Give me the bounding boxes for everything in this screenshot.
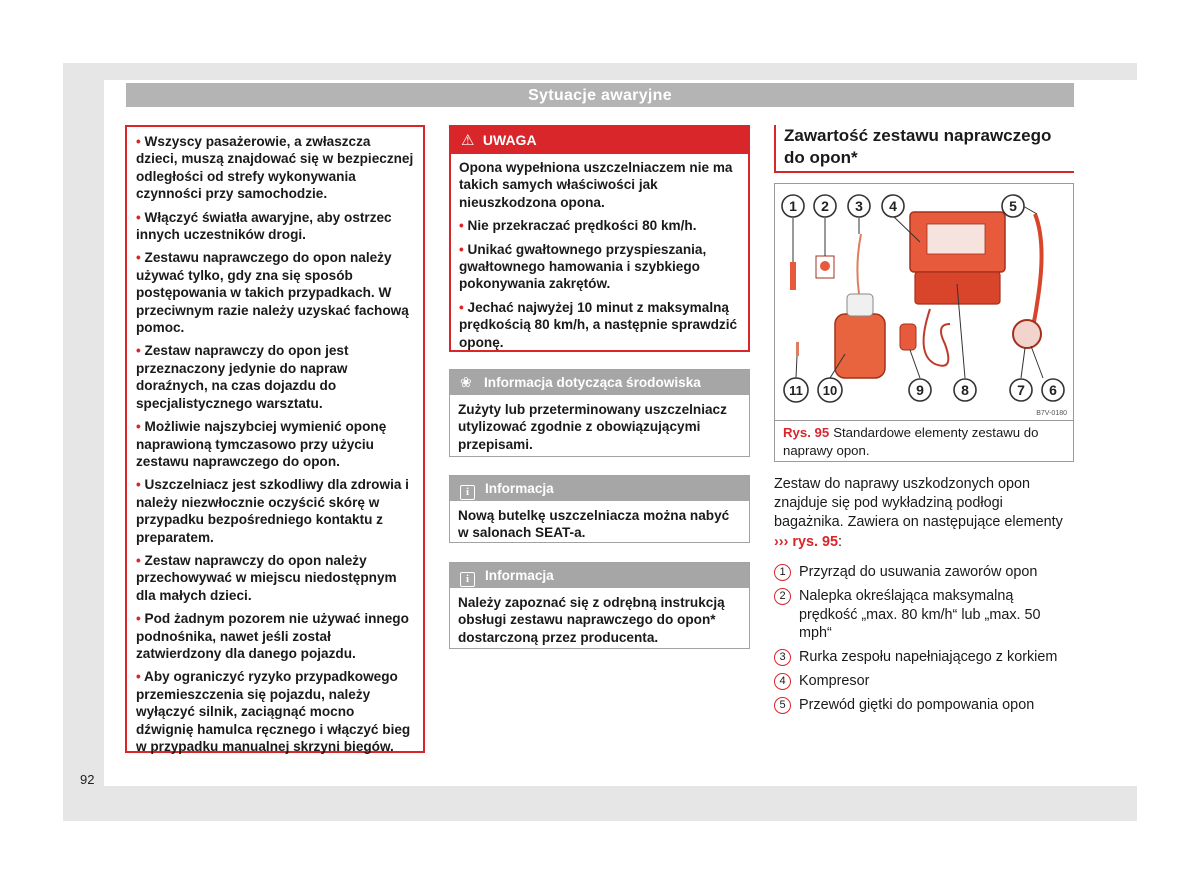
section-header: Sytuacje awaryjne <box>126 83 1074 107</box>
warning-item: • Uszczelniacz jest szkodliwy dla zdrowia i należy niezwłocznie oczyścić skórę w przypadku bezpośredniego kontaktu z preparatem. <box>136 477 409 545</box>
callout-5 <box>1002 195 1024 217</box>
sealant-bottle <box>835 314 885 378</box>
number-badge: 1 <box>774 564 791 581</box>
callout-3 <box>848 195 870 217</box>
uwaga-item: • Nie przekraczać prędkości 80 km/h. <box>459 218 697 234</box>
number-badge: 5 <box>774 697 791 714</box>
svg-text:2: 2 <box>821 198 829 214</box>
repair-kit-illustration <box>775 184 1073 420</box>
callout-2 <box>814 195 836 217</box>
parts-list <box>774 563 1074 720</box>
list-item: 2 Nalepka określająca maksymalną prędkość „max. 80 km/h“ lub „max. 50 mph“ <box>774 587 1074 643</box>
info-text: Nową butelkę uszczelniacza można nabyć w salonach SEAT-a. <box>458 508 730 541</box>
callout-6 <box>1042 379 1064 401</box>
environment-info-box <box>449 369 750 457</box>
warning-item: • Zestaw naprawczy do opon należy przechowywać w miejscu niedostępnym dla małych dzieci. <box>136 552 397 603</box>
callout-9 <box>909 379 931 401</box>
info-icon: i <box>460 572 475 587</box>
warning-item: • Pod żadnym pozorem nie używać innego podnośnika, nawet jeśli został zatwierdzony dla danego pojazdu. <box>136 611 409 661</box>
warning-item: • Możliwie najszybciej wymienić oponę naprawioną tymczasowo przy użyciu zestawu naprawczego do opon. <box>136 419 387 469</box>
figure-code: B7V-0180 <box>1036 410 1067 417</box>
callout-7 <box>1010 379 1032 401</box>
pressure-gauge <box>1013 320 1041 348</box>
bullet-icon: • <box>136 552 145 568</box>
svg-text:7: 7 <box>1017 382 1025 398</box>
warning-item: • Zestaw naprawczy do opon jest przeznaczony jedynie do napraw doraźnych, na czas dojazdu do specjalistycznego warsztatu. <box>136 343 349 411</box>
svg-text:9: 9 <box>916 382 924 398</box>
list-item: 3 Rurka zespołu napełniającego z korkiem <box>774 648 1074 667</box>
power-cable <box>924 309 950 366</box>
callout-8 <box>954 379 976 401</box>
bullet-icon: • <box>136 611 145 627</box>
svg-text:11: 11 <box>789 383 803 398</box>
page-number: 92 <box>80 772 95 787</box>
number-badge: 3 <box>774 649 791 666</box>
figure-caption <box>774 420 1074 462</box>
svg-text:5: 5 <box>1009 198 1017 214</box>
bullet-icon: • <box>459 299 468 315</box>
uwaga-header: ⚠ UWAGA <box>451 127 748 154</box>
figure-reference-link[interactable]: ››› rys. 95 <box>774 533 838 550</box>
callout-4 <box>882 195 904 217</box>
list-item: 5 Przewód giętki do pompowania opon <box>774 696 1074 715</box>
info-header: i Informacja <box>450 563 749 588</box>
bullet-icon: • <box>459 241 468 257</box>
flower-icon: ❀ <box>460 374 472 390</box>
warning-triangle-icon: ⚠ <box>461 132 475 149</box>
bullet-icon: • <box>136 343 145 359</box>
environment-info-text: Zużyty lub przeterminowany uszczelniacz utylizować zgodnie z obowiązującymi przepisami. <box>458 402 727 452</box>
bullet-icon: • <box>136 209 145 225</box>
bullet-icon: • <box>136 669 145 685</box>
svg-text:10: 10 <box>822 383 838 398</box>
warning-item: • Włączyć światła awaryjne, aby ostrzec innych uczestników drogi. <box>136 209 392 243</box>
uwaga-intro: Opona wypełniona uszczelniaczem nie ma takich samych właściwości jak nieuszkodzona opona. <box>459 160 733 210</box>
info-box-1 <box>449 475 750 543</box>
caption-text: Standardowe elementy zestawu do naprawy opon. <box>783 425 1039 458</box>
callout-10 <box>818 378 842 402</box>
environment-info-header: ❀ Informacja dotycząca środowiska <box>450 370 749 395</box>
safety-warning-box <box>125 125 425 753</box>
power-plug <box>900 324 916 350</box>
compressor-label <box>927 224 985 254</box>
bullet-icon: • <box>136 134 145 149</box>
svg-text:1: 1 <box>789 198 797 214</box>
info-box-2 <box>449 562 750 649</box>
callout-1 <box>782 195 804 217</box>
uwaga-item: • Unikać gwałtownego przyspieszania, gwałtownego hamowania i szybkiego pokonywania zakrętów. <box>459 241 707 292</box>
bullet-icon: • <box>136 419 145 435</box>
caption-label: Rys. 95 <box>783 425 830 440</box>
warning-item: • Zestawu naprawczego do opon należy używać tylko, gdy zna się sposób postępowania w takich przypadkach. W przeciwnym razie należy uzyskać fachową pomoc. <box>136 250 409 336</box>
bullet-icon: • <box>136 250 145 266</box>
bullet-icon: • <box>459 218 468 234</box>
number-badge: 2 <box>774 588 791 605</box>
warning-item: • Aby ograniczyć ryzyko przypadkowego przemieszczenia się pojazdu, należy wyłączyć silnik, zaciągnąć mocno dźwignię hamulca ręcznego i włączyć bieg w przypadku manualnej skrzyni biegów. <box>136 669 411 754</box>
uwaga-item: • Jechać najwyżej 10 minut z maksymalną prędkością 80 km/h, a następnie sprawdzić oponę. <box>459 299 738 350</box>
list-item: 4 Kompresor <box>774 672 1074 691</box>
uwaga-body <box>451 154 748 351</box>
repair-kit-figure <box>774 183 1074 421</box>
info-icon: i <box>460 485 475 500</box>
bullet-icon: • <box>136 477 145 493</box>
svg-text:6: 6 <box>1049 382 1057 398</box>
uwaga-warning-box <box>449 125 750 352</box>
callout-11 <box>784 378 808 402</box>
svg-text:8: 8 <box>961 382 969 398</box>
sticker-mark <box>820 261 830 271</box>
svg-text:3: 3 <box>855 198 863 214</box>
valve-core <box>796 342 799 356</box>
warning-item: • Wszyscy pasażerowie, a zwłaszcza dzieci, muszą znajdować się w bezpiecznej odległości od strefy wykonywania czynności przy samochodzie. <box>136 134 414 202</box>
number-badge: 4 <box>774 673 791 690</box>
list-item: 1 Przyrząd do usuwania zaworów opon <box>774 563 1074 582</box>
filler-tube <box>857 234 861 294</box>
intro-paragraph: Zestaw do naprawy uszkodzonych opon znajduje się pod wykładziną podłogi bagażnika. Zawiera on następujące elementy ››› rys. 95: <box>774 476 1063 550</box>
info-text: Należy zapoznać się z odrębną instrukcją obsługi zestawu naprawczego do opon* dostarczoną przez producenta. <box>458 595 725 645</box>
svg-text:4: 4 <box>889 198 897 214</box>
bottle-cap <box>847 294 873 316</box>
info-header: i Informacja <box>450 476 749 501</box>
section-title: Zawartość zestawu naprawczego do opon* <box>774 125 1074 173</box>
valve-tool <box>790 262 796 290</box>
